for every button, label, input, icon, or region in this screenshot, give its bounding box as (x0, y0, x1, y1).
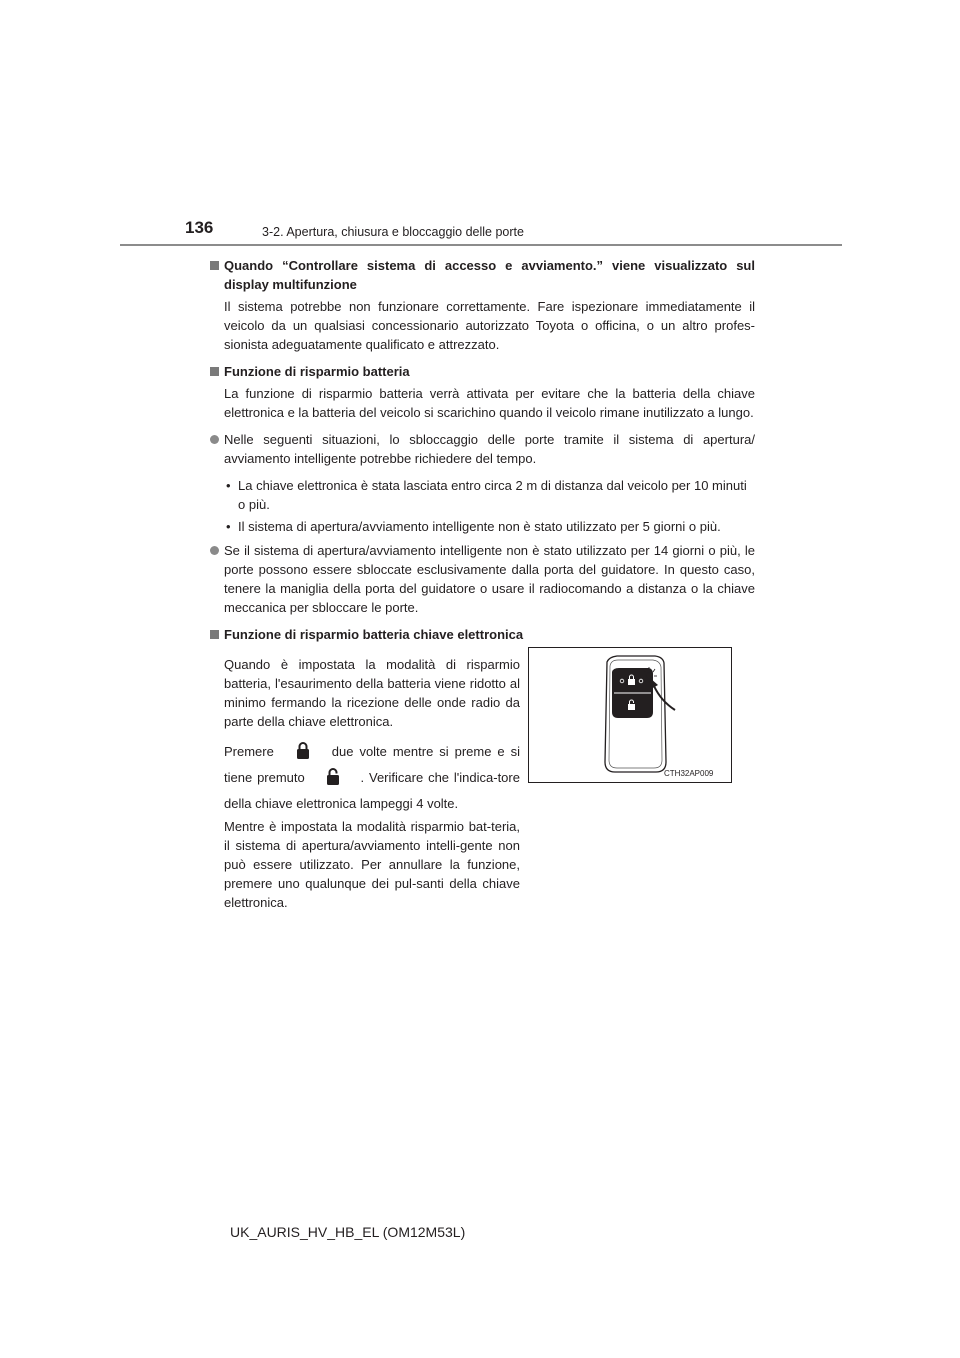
section-paragraph-instructions (210, 739, 520, 817)
instruction-text-press: Premere (224, 744, 274, 759)
gray-circle-icon (210, 435, 219, 444)
gray-circle-icon (210, 546, 219, 555)
lock-icon (292, 742, 314, 760)
list-item-text: Se il sistema di apertura/avviamento intelligente non è stato utilizzato per 14 giorni o più, le porte possono essere sbloccate esclusivamente dalla porta del guidatore. In questo caso, tenere la maniglia della porta del guidatore o usare il radiocomando a distanza o la chiave meccanica per sbloccare le porte. (224, 543, 755, 615)
electronic-key-icon (529, 648, 731, 782)
sub-list-item (210, 476, 755, 514)
sub-list-item-text: La chiave elettronica è stata lasciata entro circa 2 m di distanza dal veicolo per 10 minuti o più. (238, 478, 747, 512)
section-title: 3-2. Apertura, chiusura e bloccaggio delle porte (262, 225, 524, 239)
list-item (210, 541, 755, 617)
unlock-icon (322, 768, 344, 786)
list-item-text: Nelle seguenti situazioni, lo sbloccaggio delle porte tramite il sistema di apertura/ avviamento intelligente potrebbe richiedere del tempo. (224, 432, 755, 466)
gray-square-icon (210, 367, 219, 376)
section-heading-text: Quando “Controllare sistema di accesso e avviamento.” viene visualizzato sul display multifunzione (224, 258, 755, 292)
electronic-key-illustration (528, 647, 732, 783)
sub-list-item-text: Il sistema di apertura/avviamento intelligente non è stato utilizzato per 5 giorni o più. (238, 519, 721, 534)
section-heading-battery-saving (210, 362, 755, 381)
instruction-text-twice: due volte mentre si preme e si tiene premuto (224, 744, 520, 785)
section-heading-display-message (210, 256, 755, 294)
section-heading-key-battery-saving (210, 625, 755, 644)
section-paragraph: Quando è impostata la modalità di risparmio batteria, l'esaurimento della batteria viene ridotto al minimo fermando la ricezione delle onde radio da parte della chiave elettronica. (224, 657, 520, 729)
instruction-text-verify: . Verificare che l'indica-tore della chiave elettronica lampeggi 4 volte. (224, 770, 520, 811)
footer-model-code: UK_AURIS_HV_HB_EL (OM12M53L) (230, 1224, 466, 1240)
list-item (210, 430, 755, 468)
section-paragraph: Il sistema potrebbe non funzionare correttamente. Fare ispezionare immediatamente il veicolo da un qualsiasi concessionario autorizzato Toyota o officina, o un altro profes-sionista adeguatamente qualificato e attrezzato. (224, 299, 755, 352)
bullet-icon: • (226, 519, 231, 534)
page-number: 136 (185, 218, 214, 237)
section-heading-text: Funzione di risparmio batteria (224, 364, 410, 379)
section-paragraph: Mentre è impostata la modalità risparmio bat-teria, il sistema di apertura/avviamento intelli-gente non può essere utilizzato. Per annullare la funzione, premere uno qualunque dei pul-santi della chiave elettronica. (224, 819, 520, 910)
section-heading-text: Funzione di risparmio batteria chiave elettronica (224, 627, 524, 642)
sub-list-item (210, 517, 755, 536)
section-paragraph: La funzione di risparmio batteria verrà attivata per evitare che la batteria della chiave elettronica e la batteria del veicolo si scarichino quando il veicolo rimane inutilizzato a lungo. (224, 386, 755, 420)
figure-code: CTH32AP009 (664, 769, 714, 778)
header-divider (120, 244, 842, 246)
bullet-icon: • (226, 478, 231, 493)
gray-square-icon (210, 261, 219, 270)
page-content (210, 256, 755, 912)
gray-square-icon (210, 630, 219, 639)
